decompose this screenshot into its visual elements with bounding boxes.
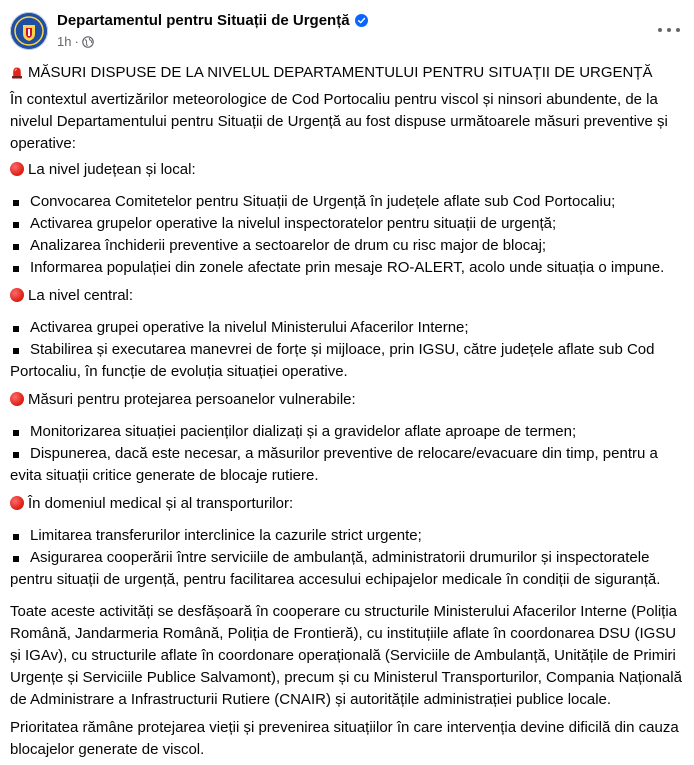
page-name-row	[57, 12, 368, 29]
section-heading-text: La nivel central:	[28, 287, 134, 304]
post-time[interactable]: 1h	[57, 34, 72, 49]
red-circle-icon	[10, 162, 24, 176]
closing-paragraph: Toate aceste activități se desfășoară în cooperare cu structurile Ministerului Afacerilor Interne (Poliția Română, Jandarmeria Română, Poliția de Frontieră), cu instituțiile aflate în coordonarea DSU (IGSU și IGAv), cu structurile aflate în coordonare operațională (Serviciile de Ambulanță, Unitățile de Primiri Urgențe și Serviciile Publice Salvamont), precum și cu Ministerul Transporturilor, Compania Națională de Administrare a Infrastructurii Rutiere (CNAIR) și autoritățile administrației publice locale.	[10, 603, 682, 708]
post-title: MĂSURI DISPUSE DE LA NIVELUL DEPARTAMENTULUI PENTRU SITUAȚII DE URGENȚĂ	[28, 64, 653, 81]
section-list-4	[10, 525, 690, 591]
list-item: Analizarea închiderii preventive a sectoarelor de drum cu risc major de blocaj;	[10, 235, 690, 257]
separator-dot: ·	[74, 34, 79, 49]
post-meta	[57, 34, 94, 49]
section-list-1	[10, 191, 690, 279]
list-item: Dispunerea, dacă este necesar, a măsurilor preventive de relocare/evacuare din timp, pentru a evita situații critice generate de blocaje rutiere.	[10, 443, 690, 487]
section-heading-text: La nivel județean și local:	[28, 161, 196, 178]
final-paragraph: Prioritatea rămâne protejarea vieții și prevenirea situațiilor în care intervenția devine dificilă din cauza blocajelor generate de viscol.	[10, 719, 679, 758]
dsu-emblem-icon	[10, 12, 48, 50]
post-title-line	[10, 62, 690, 84]
list-item: Convocarea Comitetelor pentru Situații de Urgență în județele aflate sub Cod Portocaliu;	[10, 191, 690, 213]
section-list-3	[10, 421, 690, 487]
verified-badge-icon	[355, 14, 368, 27]
section-list-2	[10, 317, 690, 383]
list-item: Informarea populației din zonele afectate prin mesaje RO-ALERT, acolo unde situația o impune.	[10, 257, 690, 279]
post-header	[0, 0, 694, 58]
section-heading-2	[10, 285, 690, 307]
list-item: Limitarea transferurilor interclinice la cazurile strict urgente;	[10, 525, 690, 547]
list-item: Activarea grupelor operative la nivelul inspectoratelor pentru situații de urgență;	[10, 213, 690, 235]
section-heading-4	[10, 493, 690, 515]
list-item: Asigurarea cooperării între serviciile de ambulanță, administratorii drumurilor și inspectoratele pentru situații de urgență, pentru facilitarea accesului echipajelor medicale în condiții de siguranță.	[10, 547, 690, 591]
list-item: Activarea grupei operative la nivelul Ministerului Afacerilor Interne;	[10, 317, 690, 339]
post-body	[10, 62, 690, 765]
red-circle-icon	[10, 496, 24, 510]
globe-icon[interactable]	[82, 36, 94, 48]
section-heading-text: Măsuri pentru protejarea persoanelor vulnerabile:	[28, 391, 356, 408]
page-name[interactable]: Departamentul pentru Situații de Urgență	[57, 12, 350, 29]
section-heading-text: În domeniul medical și al transporturilor:	[28, 495, 294, 512]
intro-paragraph: În contextul avertizărilor meteorologice de Cod Portocaliu pentru viscol și ninsori abundente, de la nivelul Departamentului pentru Situații de Urgență au fost dispuse următoarele măsuri preventive și operative:	[10, 91, 668, 152]
section-heading-3	[10, 389, 690, 411]
list-item: Monitorizarea situației pacienților dializați și a gravidelor aflate aproape de termen;	[10, 421, 690, 443]
list-item: Stabilirea și executarea manevrei de forțe și mijloace, prin IGSU, către județele aflate sub Cod Portocaliu, în funcție de evoluția situației operative.	[10, 339, 690, 383]
red-circle-icon	[10, 288, 24, 302]
red-circle-icon	[10, 392, 24, 406]
more-options-icon[interactable]	[658, 20, 680, 40]
section-heading-1	[10, 159, 690, 181]
siren-icon	[10, 64, 24, 78]
page-avatar[interactable]	[10, 12, 48, 50]
